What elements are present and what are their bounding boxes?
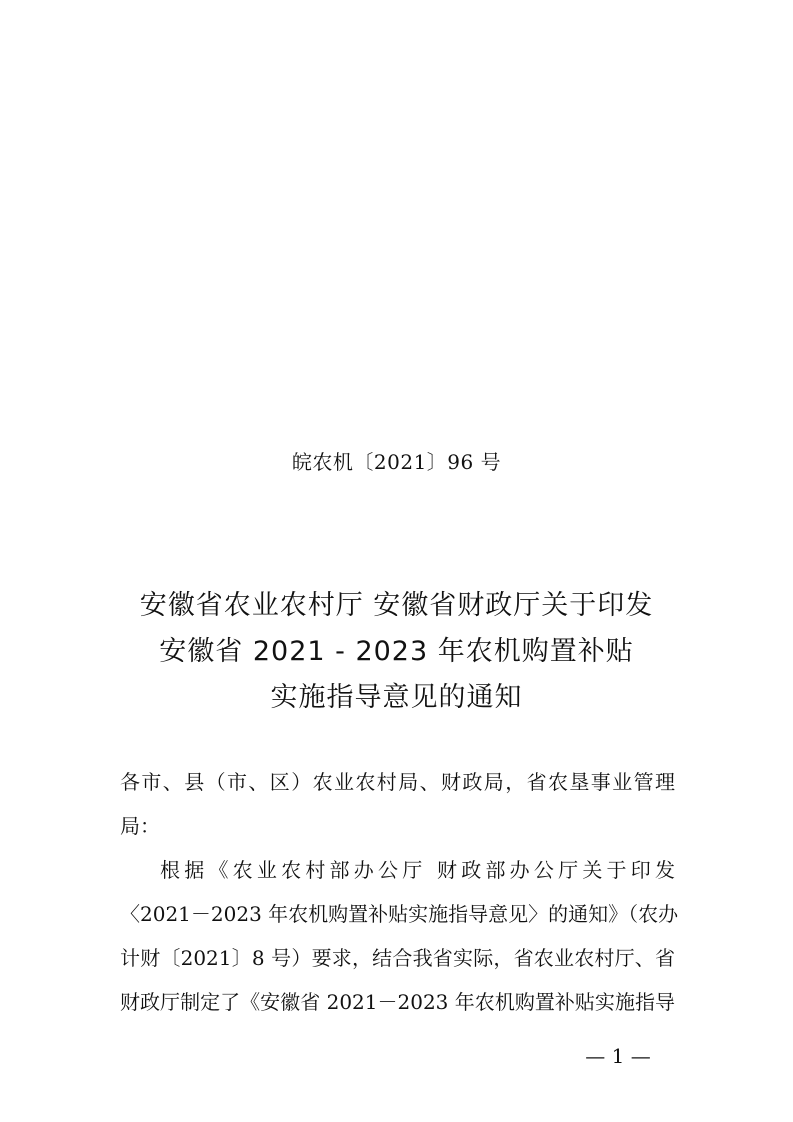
paragraph-line-3: 计财〔2021〕8 号）要求，结合我省实际，省农业农村厅、省	[120, 946, 675, 970]
document-number: 皖农机〔2021〕96 号	[291, 450, 502, 474]
paragraph-line-1: 根据《农业农村部办公厅 财政部办公厅关于印发	[160, 858, 675, 882]
addressee-line-1: 各市、县（市、区）农业农村局、财政局，省农垦事业管理	[120, 770, 675, 794]
title-line-1: 安徽省农业农村厅 安徽省财政厅关于印发	[139, 590, 654, 621]
addressee-line-2: 局：	[120, 814, 160, 838]
paragraph-line-2: 〈2021－2023 年农机购置补贴实施指导意见〉的通知》（农办	[120, 902, 679, 926]
page-number: — 1 —	[585, 1044, 651, 1068]
paragraph-line-4: 财政厅制定了《安徽省 2021－2023 年农机购置补贴实施指导	[120, 990, 675, 1014]
document-body	[120, 760, 679, 1024]
title-line-3: 实施指导意见的通知	[270, 682, 523, 713]
document-title	[0, 583, 793, 721]
title-line-2: 安徽省 2021 - 2023 年农机购置补贴	[159, 636, 634, 667]
